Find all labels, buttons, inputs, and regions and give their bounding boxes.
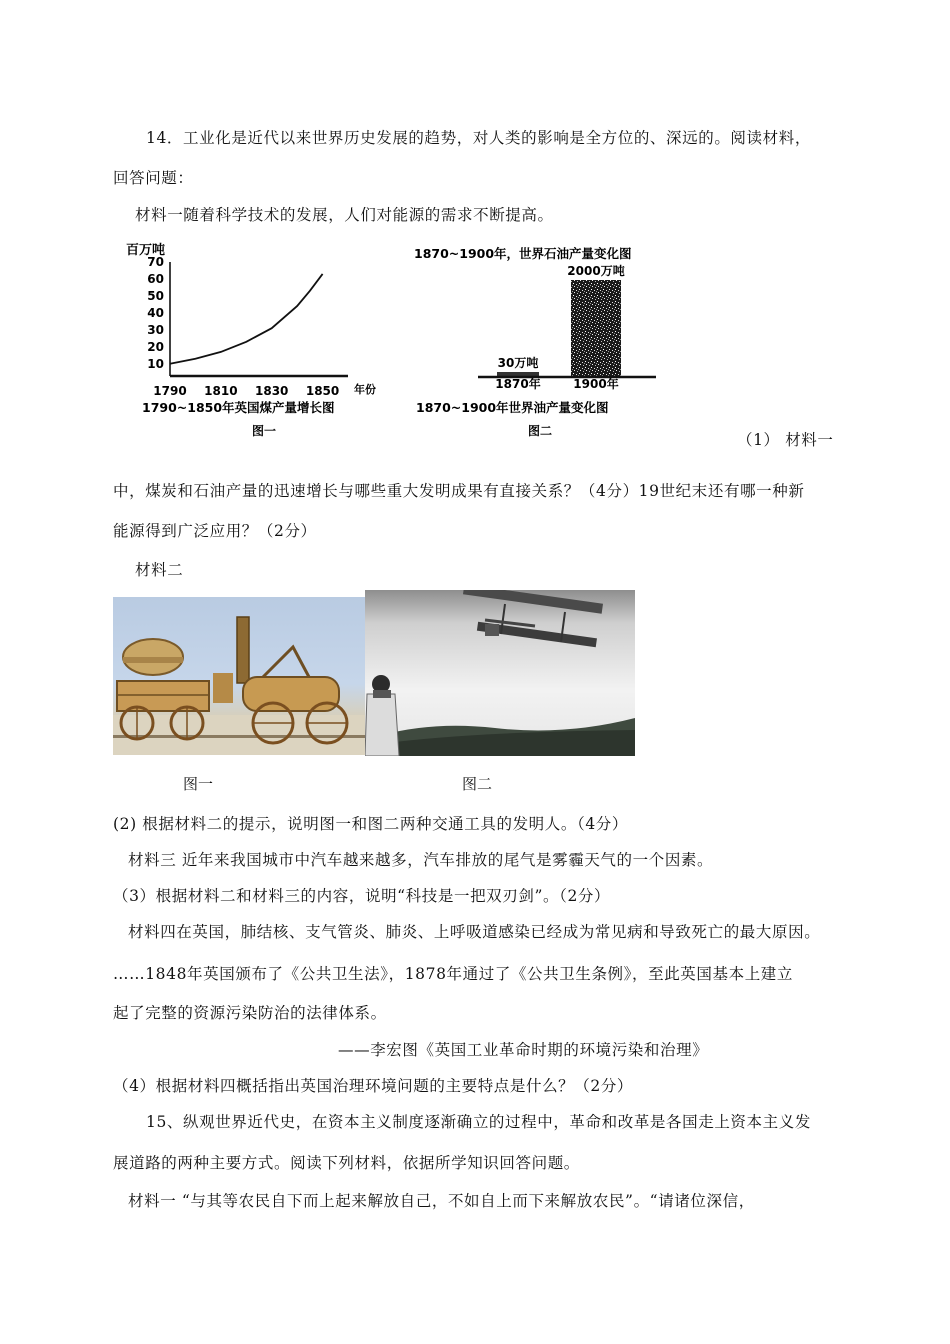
subq2: (2) 根据材料二的提示，说明图一和图二两种交通工具的发明人。（4分） xyxy=(113,815,628,833)
chart2-data-label-0: 30万吨 xyxy=(497,356,539,370)
subq3: （3）根据材料二和材料三的内容，说明“科技是一把双刃剑”。（2分） xyxy=(113,887,611,905)
chart1-series-line xyxy=(170,274,323,364)
chart2-category-1: 1900年 xyxy=(573,377,619,391)
material-4-line2: ……1848年英国颁布了《公共卫生法》，1878年通过了《公共卫生条例》，至此英国基本上建立 xyxy=(113,965,793,983)
material-4-source: ——李宏图《英国工业革命时期的环境污染和治理》 xyxy=(338,1041,709,1059)
chart2-bottom-title: 1870~1900年世界油产量变化图 xyxy=(416,400,609,415)
material-2-label: 材料二 xyxy=(135,561,184,579)
chart1-xtick-1830: 1830 xyxy=(255,384,289,398)
chart2-data-label-1: 2000万吨 xyxy=(567,264,625,278)
chart1-xlabel: 年份 xyxy=(354,383,376,396)
chart1-ytick-30: 30 xyxy=(147,322,164,337)
q15-line1: 15、纵观世界近代史，在资本主义制度逐渐确立的过程中，革命和改革是各国走上资本主义发 xyxy=(146,1113,811,1131)
figure-1-label: 图一 xyxy=(183,775,214,793)
subq4: （4）根据材料四概括指出英国治理环境问题的主要特点是什么？（2分） xyxy=(113,1077,634,1095)
chart1-ytick-70: 70 xyxy=(147,255,164,269)
chart1-ytick-40: 40 xyxy=(147,305,164,320)
chart1-ytick-20: 20 xyxy=(147,339,164,354)
chart2-bar-1870年 xyxy=(497,372,539,376)
chart1-ytick-10: 10 xyxy=(147,356,164,371)
chart1-ytick-60: 60 xyxy=(147,271,164,286)
chart1-title: 1790~1850年英国煤产量增长图 xyxy=(142,400,335,415)
chart1-ytick-50: 50 xyxy=(147,288,164,303)
q14-line1: 14．工业化是近代以来世界历史发展的趋势，对人类的影响是全方位的、深远的。阅读材料， xyxy=(146,129,811,147)
q14-line2: 回答问题： xyxy=(113,169,194,187)
chart1-xtick-1790: 1790 xyxy=(153,384,187,398)
chart2-category-0: 1870年 xyxy=(495,377,541,391)
chart1-xtick-1850: 1850 xyxy=(305,384,340,398)
subq1-tail: （1） 材料一 xyxy=(737,431,834,449)
material-3-text: 材料三 近年来我国城市中汽车越来越多，汽车排放的尾气是雾霾天气的一个因素。 xyxy=(128,851,714,869)
subq1-line3: 能源得到广泛应用？（2分） xyxy=(113,522,317,540)
figure-2-label: 图二 xyxy=(462,775,493,793)
chart1-ylabel: 百万吨 xyxy=(126,243,166,258)
chart2-title: 1870~1900年，世界石油产量变化图 xyxy=(414,246,632,261)
material-4-line3: 起了完整的资源污染防治的法律体系。 xyxy=(113,1004,387,1022)
locomotive-photo xyxy=(113,597,365,755)
chart1-caption: 图一 xyxy=(252,424,277,438)
airplane-photo xyxy=(365,590,635,756)
material-1-text: 材料一随着科学技术的发展，人们对能源的需求不断提高。 xyxy=(135,206,554,224)
chart2-caption: 图二 xyxy=(528,424,553,438)
oil-production-chart xyxy=(410,240,730,440)
q15-material-1: 材料一 “与其等农民自下而上起来解放自己，不如自上而下来解放农民”。“请诸位深信， xyxy=(128,1192,755,1210)
coal-production-chart xyxy=(112,240,412,440)
chart1-xtick-1810: 1810 xyxy=(204,384,238,398)
chart2-bar-1900年 xyxy=(571,280,621,376)
q15-line2: 展道路的两种主要方式。阅读下列材料，依据所学知识回答问题。 xyxy=(113,1154,580,1172)
material-4-line1: 材料四在英国，肺结核、支气管炎、肺炎、上呼吸道感染已经成为常见病和导致死亡的最大原因。 xyxy=(128,923,821,941)
subq1-line2: 中，煤炭和石油产量的迅速增长与哪些重大发明成果有直接关系？（4分）19世纪末还有哪一种新 xyxy=(113,482,805,500)
